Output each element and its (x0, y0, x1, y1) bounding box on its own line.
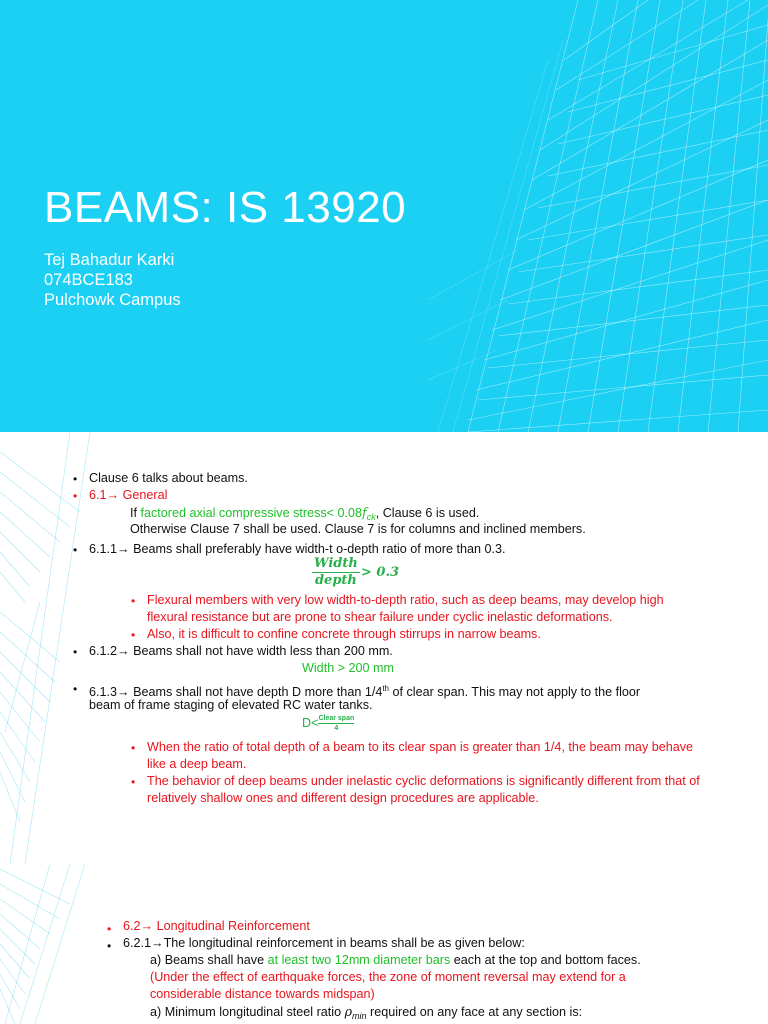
text-line: Also, it is difficult to confine concrete through stirrups in narrow beams. (147, 627, 541, 641)
math-subscript: min (352, 1011, 367, 1021)
slide-title: BEAMS: IS 13920 (44, 183, 407, 232)
text-line-bars (150, 952, 641, 969)
math-subscript: ck (366, 512, 376, 522)
fraction-numerator: Width (314, 556, 358, 571)
text-line: 6.1.1→ Beams shall preferably have width-t o-depth ratio of more than 0.3. (89, 542, 506, 556)
text-fragment: of clear span. This may not apply to the floor (389, 685, 641, 700)
author-name: Tej Bahadur Karki (44, 251, 175, 269)
equation-rhs: > 0.3 (361, 565, 400, 580)
text-line: When the ratio of total depth of a beam to its clear span is greater than 1/4, the beam may behave like a deep beam. (147, 740, 694, 771)
bullet-dot: • (73, 682, 78, 696)
highlight-text: at least two 12mm diameter bars (267, 953, 451, 967)
text-fragment: each at the top and bottom faces. (450, 953, 641, 967)
equation-depth-limit (302, 714, 354, 733)
bullet-dot: • (73, 489, 78, 503)
bullet-dot: • (73, 645, 78, 659)
bullet-dot: • (107, 922, 112, 936)
text-line-steel-ratio (150, 1003, 582, 1024)
bullet-dot: • (73, 472, 78, 486)
bullet-dot: • (131, 628, 136, 642)
bullet-dot: • (131, 594, 136, 608)
text-line: 6.1.2→ Beams shall not have width less than 200 mm. (89, 644, 393, 658)
section-heading-longitudinal: 6.2→ Longitudinal Reinforcement (123, 919, 310, 933)
text-fragment: a) Minimum longitudinal steel ratio (150, 1005, 345, 1019)
text-fragment: 6.1.3→ Beams shall not have depth D more than 1/4 (89, 685, 383, 700)
text-line: Flexural members with very low width-to-depth ratio, such as deep beams, may develop high flexural resistance but are prone to shear failure under cyclic inelastic deformations. (147, 593, 664, 624)
math-rho: ρ (344, 1004, 352, 1019)
text-fragment: If (130, 506, 141, 520)
superscript: th (382, 684, 389, 693)
content-slide-longitudinal (0, 864, 768, 1024)
title-slide (0, 0, 768, 432)
text-line: Otherwise Clause 7 shall be used. Clause 7 is for columns and inclined members. (130, 522, 586, 536)
text-fragment: , Clause 6 is used. (375, 506, 480, 520)
text-fragment: required on any face at any section is: (366, 1005, 583, 1019)
building-wireframe-image (428, 0, 768, 432)
math-f: f (362, 505, 367, 520)
roll-number: 074BCE183 (44, 271, 133, 289)
campus-name: Pulchowk Campus (44, 291, 181, 309)
text-line: The behavior of deep beams under inelastic cyclic deformations is significantly different from that of relatively shallow ones and different design procedures are applicable. (147, 774, 700, 805)
text-fragment: a) Beams shall have (150, 953, 268, 967)
bullet-dot: • (131, 775, 136, 789)
text-line: (Under the effect of earthquake forces, the zone of moment reversal may extend for a considerable distance towards midspan) (150, 970, 626, 1001)
equation-prefix: D< (302, 715, 319, 730)
bullet-dot: • (131, 741, 136, 755)
text-line: beam of frame staging of elevated RC water tanks. (89, 698, 373, 712)
building-wireframe-decoration (0, 864, 90, 1024)
highlight-text: factored axial compressive stress< 0.08 (140, 506, 363, 520)
fraction-denominator: depth (314, 573, 357, 588)
bullet-dot: • (107, 939, 112, 953)
fraction-denominator: 4 (334, 725, 339, 732)
equation-width: Width > 200 mm (302, 661, 395, 675)
content-slide-beams (0, 432, 768, 864)
text-line: Clause 6 talks about beams. (89, 471, 248, 485)
fraction-numerator: Clear span (318, 715, 355, 722)
section-heading-general: 6.1→ General (89, 488, 168, 502)
equation-fraction (312, 556, 360, 589)
bullet-dot: • (73, 543, 78, 557)
text-line: 6.2.1→The longitudinal reinforcement in beams shall be as given below: (123, 936, 525, 950)
